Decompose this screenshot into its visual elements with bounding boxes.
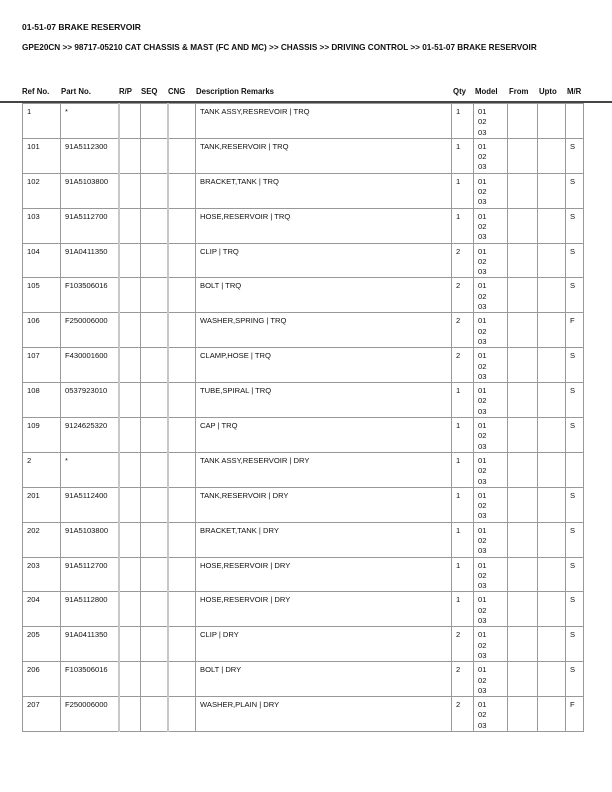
qty-cell: 2 [452, 348, 474, 383]
table-row [23, 383, 584, 418]
ref-no-cell: 2 [23, 452, 61, 487]
ref-no-cell: 101 [23, 138, 61, 173]
model-code: 02 [478, 396, 487, 406]
model-code: 03 [478, 232, 487, 242]
cng-cell [168, 243, 196, 278]
ref-no-cell: 204 [23, 592, 61, 627]
rp-cell [119, 697, 141, 732]
mr-cell: S [566, 627, 584, 662]
part-no-cell: F250006000 [61, 697, 119, 732]
model-code: 03 [478, 127, 487, 137]
table-row [23, 104, 584, 139]
upto-cell [538, 697, 566, 732]
qty-cell: 2 [452, 278, 474, 313]
model-code: 01 [478, 560, 487, 570]
model-code: 02 [478, 291, 487, 301]
model-code: 02 [478, 605, 487, 615]
part-no-cell: * [61, 452, 119, 487]
description-cell: BRACKET,TANK | DRY [196, 522, 452, 557]
description-cell: WASHER,SPRING | TRQ [196, 313, 452, 348]
part-no-cell: F103506016 [61, 278, 119, 313]
seq-cell [141, 278, 168, 313]
rp-cell [119, 278, 141, 313]
from-cell [508, 383, 538, 418]
upto-cell [538, 313, 566, 348]
model-code: 03 [478, 546, 487, 556]
part-no-cell: 91A5103800 [61, 522, 119, 557]
table-row [23, 418, 584, 453]
model-code: 02 [478, 640, 487, 650]
col-qty: Qty [453, 87, 466, 96]
model-code: 01 [478, 386, 487, 396]
description-cell: CLIP | TRQ [196, 243, 452, 278]
mr-cell [566, 452, 584, 487]
mr-cell: S [566, 557, 584, 592]
from-cell [508, 592, 538, 627]
from-cell [508, 208, 538, 243]
seq-cell [141, 592, 168, 627]
upto-cell [538, 138, 566, 173]
seq-cell [141, 383, 168, 418]
model-code: 03 [478, 476, 487, 486]
qty-cell: 1 [452, 452, 474, 487]
ref-no-cell: 203 [23, 557, 61, 592]
ref-no-cell: 107 [23, 348, 61, 383]
from-cell [508, 627, 538, 662]
cng-cell [168, 522, 196, 557]
description-cell: BOLT | DRY [196, 662, 452, 697]
ref-no-cell: 202 [23, 522, 61, 557]
from-cell [508, 662, 538, 697]
model-code: 03 [478, 720, 487, 730]
mr-cell: S [566, 138, 584, 173]
model-code: 02 [478, 256, 487, 266]
part-no-cell: 91A0411350 [61, 243, 119, 278]
upto-cell [538, 662, 566, 697]
ref-no-cell: 206 [23, 662, 61, 697]
table-row [23, 173, 584, 208]
model-code: 03 [478, 302, 487, 312]
table-row [23, 138, 584, 173]
ref-no-cell: 207 [23, 697, 61, 732]
table-row [23, 557, 584, 592]
description-cell: CLIP | DRY [196, 627, 452, 662]
seq-cell [141, 627, 168, 662]
model-code: 01 [478, 211, 487, 221]
seq-cell [141, 557, 168, 592]
description-cell: CLAMP,HOSE | TRQ [196, 348, 452, 383]
qty-cell: 2 [452, 627, 474, 662]
from-cell [508, 104, 538, 139]
col-model: Model [475, 87, 498, 96]
cng-cell [168, 662, 196, 697]
col-description: Description Remarks [196, 87, 274, 96]
part-no-cell: 91A5112700 [61, 208, 119, 243]
qty-cell: 1 [452, 557, 474, 592]
upto-cell [538, 243, 566, 278]
from-cell [508, 278, 538, 313]
from-cell [508, 243, 538, 278]
qty-cell: 2 [452, 662, 474, 697]
model-code: 03 [478, 616, 487, 626]
model-code: 03 [478, 441, 487, 451]
model-code: 02 [478, 326, 487, 336]
upto-cell [538, 208, 566, 243]
part-no-cell: 91A5112800 [61, 592, 119, 627]
mr-cell: S [566, 208, 584, 243]
seq-cell [141, 418, 168, 453]
description-cell: CAP | TRQ [196, 418, 452, 453]
cng-cell [168, 487, 196, 522]
model-cell [474, 104, 508, 139]
model-code: 01 [478, 455, 487, 465]
seq-cell [141, 243, 168, 278]
mr-cell: S [566, 662, 584, 697]
model-cell [474, 138, 508, 173]
from-cell [508, 697, 538, 732]
model-code: 03 [478, 162, 487, 172]
description-cell: WASHER,PLAIN | DRY [196, 697, 452, 732]
model-code: 03 [478, 267, 487, 277]
part-no-cell: 91A5112400 [61, 487, 119, 522]
model-cell [474, 278, 508, 313]
model-code: 01 [478, 246, 487, 256]
upto-cell [538, 348, 566, 383]
model-code: 01 [478, 176, 487, 186]
description-cell: TANK,RESERVOIR | DRY [196, 487, 452, 522]
upto-cell [538, 418, 566, 453]
cng-cell [168, 348, 196, 383]
model-cell [474, 348, 508, 383]
seq-cell [141, 697, 168, 732]
upto-cell [538, 278, 566, 313]
table-row [23, 627, 584, 662]
cng-cell [168, 104, 196, 139]
description-cell: BOLT | TRQ [196, 278, 452, 313]
rp-cell [119, 313, 141, 348]
part-no-cell: 0537923010 [61, 383, 119, 418]
seq-cell [141, 313, 168, 348]
seq-cell [141, 348, 168, 383]
col-part-no: Part No. [61, 87, 91, 96]
part-no-cell: * [61, 104, 119, 139]
part-no-cell: 91A5112700 [61, 557, 119, 592]
cng-cell [168, 173, 196, 208]
model-code: 01 [478, 107, 487, 116]
rp-cell [119, 383, 141, 418]
rp-cell [119, 418, 141, 453]
model-code: 02 [478, 152, 487, 162]
model-cell [474, 627, 508, 662]
rp-cell [119, 104, 141, 139]
model-code: 01 [478, 490, 487, 500]
qty-cell: 1 [452, 208, 474, 243]
cng-cell [168, 313, 196, 348]
upto-cell [538, 557, 566, 592]
model-code: 01 [478, 141, 487, 151]
table-row [23, 348, 584, 383]
upto-cell [538, 383, 566, 418]
parts-table [22, 103, 584, 732]
table-row [23, 592, 584, 627]
description-cell: HOSE,RESERVOIR | TRQ [196, 208, 452, 243]
model-cell [474, 522, 508, 557]
model-code: 01 [478, 421, 487, 431]
ref-no-cell: 1 [23, 104, 61, 139]
cng-cell [168, 697, 196, 732]
part-no-cell: F103506016 [61, 662, 119, 697]
cng-cell [168, 592, 196, 627]
model-code: 03 [478, 371, 487, 381]
model-code: 01 [478, 595, 487, 605]
model-code: 03 [478, 197, 487, 207]
model-code: 03 [478, 336, 487, 346]
mr-cell: S [566, 243, 584, 278]
qty-cell: 1 [452, 592, 474, 627]
part-no-cell: 91A5103800 [61, 173, 119, 208]
rp-cell [119, 348, 141, 383]
upto-cell [538, 627, 566, 662]
rp-cell [119, 138, 141, 173]
from-cell [508, 452, 538, 487]
from-cell [508, 173, 538, 208]
model-code: 01 [478, 630, 487, 640]
description-cell: TUBE,SPIRAL | TRQ [196, 383, 452, 418]
model-cell [474, 418, 508, 453]
model-cell [474, 208, 508, 243]
mr-cell: S [566, 418, 584, 453]
ref-no-cell: 106 [23, 313, 61, 348]
from-cell [508, 522, 538, 557]
ref-no-cell: 104 [23, 243, 61, 278]
col-seq: SEQ [141, 87, 158, 96]
table-row [23, 208, 584, 243]
qty-cell: 1 [452, 418, 474, 453]
ref-no-cell: 201 [23, 487, 61, 522]
cng-cell [168, 138, 196, 173]
model-code: 02 [478, 570, 487, 580]
qty-cell: 1 [452, 383, 474, 418]
from-cell [508, 487, 538, 522]
table-row [23, 487, 584, 522]
description-cell: HOSE,RESERVOIR | DRY [196, 557, 452, 592]
breadcrumb: GPE20CN >> 98717-05210 CAT CHASSIS & MAST (FC AND MC) >> CHASSIS >> DRIVING CONTROL >> 01-51-07 BRAKE RESERVOIR [22, 43, 537, 52]
seq-cell [141, 104, 168, 139]
model-code: 03 [478, 511, 487, 521]
col-upto: Upto [539, 87, 557, 96]
description-cell: TANK,RESERVOIR | TRQ [196, 138, 452, 173]
rp-cell [119, 243, 141, 278]
model-cell [474, 662, 508, 697]
model-cell [474, 697, 508, 732]
upto-cell [538, 522, 566, 557]
mr-cell: S [566, 383, 584, 418]
model-code: 03 [478, 581, 487, 591]
rp-cell [119, 208, 141, 243]
qty-cell: 2 [452, 243, 474, 278]
table-header [0, 87, 612, 99]
from-cell [508, 313, 538, 348]
mr-cell: S [566, 173, 584, 208]
qty-cell: 1 [452, 173, 474, 208]
seq-cell [141, 662, 168, 697]
model-code: 03 [478, 406, 487, 416]
rp-cell [119, 627, 141, 662]
ref-no-cell: 105 [23, 278, 61, 313]
model-cell [474, 383, 508, 418]
mr-cell: F [566, 313, 584, 348]
model-code: 02 [478, 535, 487, 545]
model-code: 01 [478, 281, 487, 291]
table-row [23, 697, 584, 732]
cng-cell [168, 627, 196, 662]
cng-cell [168, 383, 196, 418]
upto-cell [538, 173, 566, 208]
rp-cell [119, 173, 141, 208]
ref-no-cell: 103 [23, 208, 61, 243]
seq-cell [141, 173, 168, 208]
qty-cell: 1 [452, 138, 474, 173]
seq-cell [141, 208, 168, 243]
table-row [23, 662, 584, 697]
page-title: 01-51-07 BRAKE RESERVOIR [22, 22, 141, 32]
upto-cell [538, 452, 566, 487]
ref-no-cell: 102 [23, 173, 61, 208]
model-code: 02 [478, 710, 487, 720]
model-code: 01 [478, 351, 487, 361]
model-code: 02 [478, 431, 487, 441]
model-cell [474, 452, 508, 487]
seq-cell [141, 487, 168, 522]
model-code: 01 [478, 525, 487, 535]
model-code: 02 [478, 117, 487, 127]
qty-cell: 1 [452, 104, 474, 139]
from-cell [508, 138, 538, 173]
model-cell [474, 243, 508, 278]
description-cell: TANK ASSY,RESREVOIR | TRQ [196, 104, 452, 139]
model-cell [474, 592, 508, 627]
ref-no-cell: 109 [23, 418, 61, 453]
model-code: 02 [478, 675, 487, 685]
part-no-cell: F250006000 [61, 313, 119, 348]
cng-cell [168, 557, 196, 592]
description-cell: TANK ASSY,RESERVOIR | DRY [196, 452, 452, 487]
rp-cell [119, 557, 141, 592]
model-code: 01 [478, 665, 487, 675]
qty-cell: 1 [452, 487, 474, 522]
table-row [23, 522, 584, 557]
table-row [23, 313, 584, 348]
model-code: 02 [478, 187, 487, 197]
model-code: 01 [478, 316, 487, 326]
part-no-cell: 9124625320 [61, 418, 119, 453]
upto-cell [538, 592, 566, 627]
table-row [23, 452, 584, 487]
col-cng: CNG [168, 87, 186, 96]
model-code: 02 [478, 221, 487, 231]
col-rp: R/P [119, 87, 132, 96]
seq-cell [141, 522, 168, 557]
description-cell: HOSE,RESERVOIR | DRY [196, 592, 452, 627]
mr-cell: S [566, 487, 584, 522]
part-no-cell: 91A5112300 [61, 138, 119, 173]
col-mr: M/R [567, 87, 582, 96]
upto-cell [538, 104, 566, 139]
seq-cell [141, 452, 168, 487]
from-cell [508, 418, 538, 453]
mr-cell: S [566, 522, 584, 557]
ref-no-cell: 108 [23, 383, 61, 418]
cng-cell [168, 418, 196, 453]
upto-cell [538, 487, 566, 522]
model-cell [474, 557, 508, 592]
cng-cell [168, 278, 196, 313]
part-no-cell: F430001600 [61, 348, 119, 383]
seq-cell [141, 138, 168, 173]
rp-cell [119, 592, 141, 627]
col-ref-no: Ref No. [22, 87, 50, 96]
qty-cell: 2 [452, 697, 474, 732]
mr-cell: S [566, 592, 584, 627]
from-cell [508, 348, 538, 383]
rp-cell [119, 487, 141, 522]
cng-cell [168, 452, 196, 487]
part-no-cell: 91A0411350 [61, 627, 119, 662]
rp-cell [119, 662, 141, 697]
mr-cell: F [566, 697, 584, 732]
table-row [23, 278, 584, 313]
table-row [23, 243, 584, 278]
from-cell [508, 557, 538, 592]
qty-cell: 2 [452, 313, 474, 348]
mr-cell: S [566, 348, 584, 383]
ref-no-cell: 205 [23, 627, 61, 662]
model-cell [474, 313, 508, 348]
model-code: 03 [478, 685, 487, 695]
model-code: 02 [478, 361, 487, 371]
rp-cell [119, 522, 141, 557]
model-code: 03 [478, 650, 487, 660]
model-code: 02 [478, 501, 487, 511]
mr-cell: S [566, 278, 584, 313]
mr-cell [566, 104, 584, 139]
description-cell: BRACKET,TANK | TRQ [196, 173, 452, 208]
cng-cell [168, 208, 196, 243]
col-from: From [509, 87, 529, 96]
model-cell [474, 487, 508, 522]
model-cell [474, 173, 508, 208]
rp-cell [119, 452, 141, 487]
model-code: 01 [478, 700, 487, 710]
qty-cell: 1 [452, 522, 474, 557]
model-code: 02 [478, 466, 487, 476]
